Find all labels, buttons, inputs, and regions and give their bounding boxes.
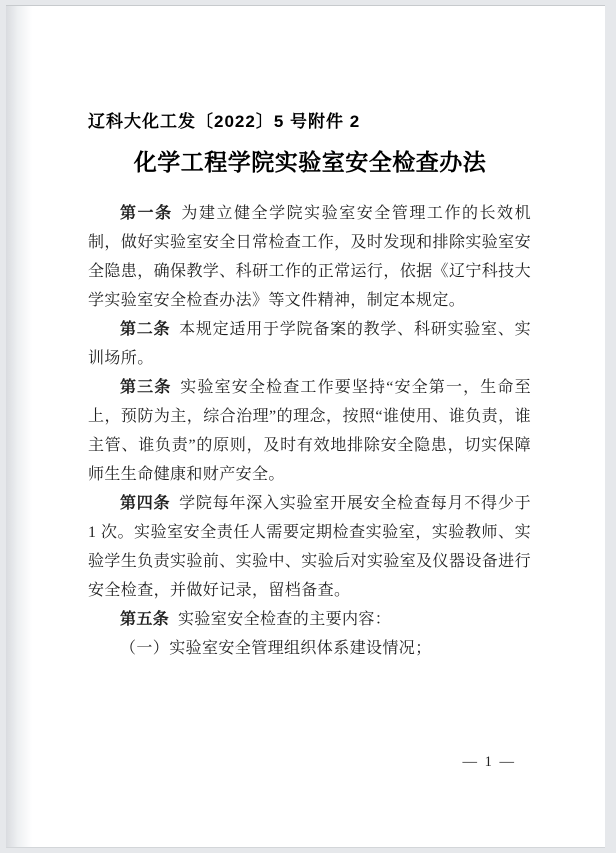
paragraph-text: 实验室安全检查工作要坚持“安全第一，生命至上，预防为主，综合治理”的理念，按照“谁使用、谁负责，谁主管、谁负责”的原则，及时有效地排除安全隐患，切实保障师生生命健康和财产安全。 [88,379,531,483]
paragraph-text: 本规定适用于学院备案的教学、科研实验室、实训场所。 [88,321,531,367]
article-number: 第三条 [120,379,172,396]
paragraph [88,489,531,605]
document-body [88,199,531,663]
paragraph-text: 学院每年深入实验室开展安全检查每月不得少于 1 次。实验室安全责任人需要定期检查实验室，实验教师、实验学生负责实验前、实验中、实验后对实验室及仪器设备进行安全检查，并做好记录，留档备查。 [88,495,531,599]
paragraph [88,605,531,634]
page-number: — 1 — [462,754,516,770]
paragraph [88,199,531,315]
doc-number: 辽科大化工发〔2022〕5 号附件 2 [88,112,361,131]
paragraph-text: 为建立健全学院实验室安全管理工作的长效机制，做好实验室安全日常检查工作，及时发现和排除实验室安全隐患，确保教学、科研工作的正常运行，依据《辽宁科技大学实验室安全检查办法》等文件精神，制定本规定。 [88,205,531,309]
paragraph [88,634,531,663]
paragraph [88,315,531,373]
article-number: 第四条 [120,495,171,512]
paragraph-text: （一）实验室安全管理组织体系建设情况； [120,640,432,657]
article-number: 第五条 [120,611,170,628]
paragraph-text: 实验室安全检查的主要内容： [178,611,392,628]
article-number: 第二条 [120,321,171,338]
paragraph [88,373,531,489]
document-title: 化学工程学院实验室安全检查办法 [133,150,487,175]
document-page [6,5,605,848]
article-number: 第一条 [120,205,173,222]
